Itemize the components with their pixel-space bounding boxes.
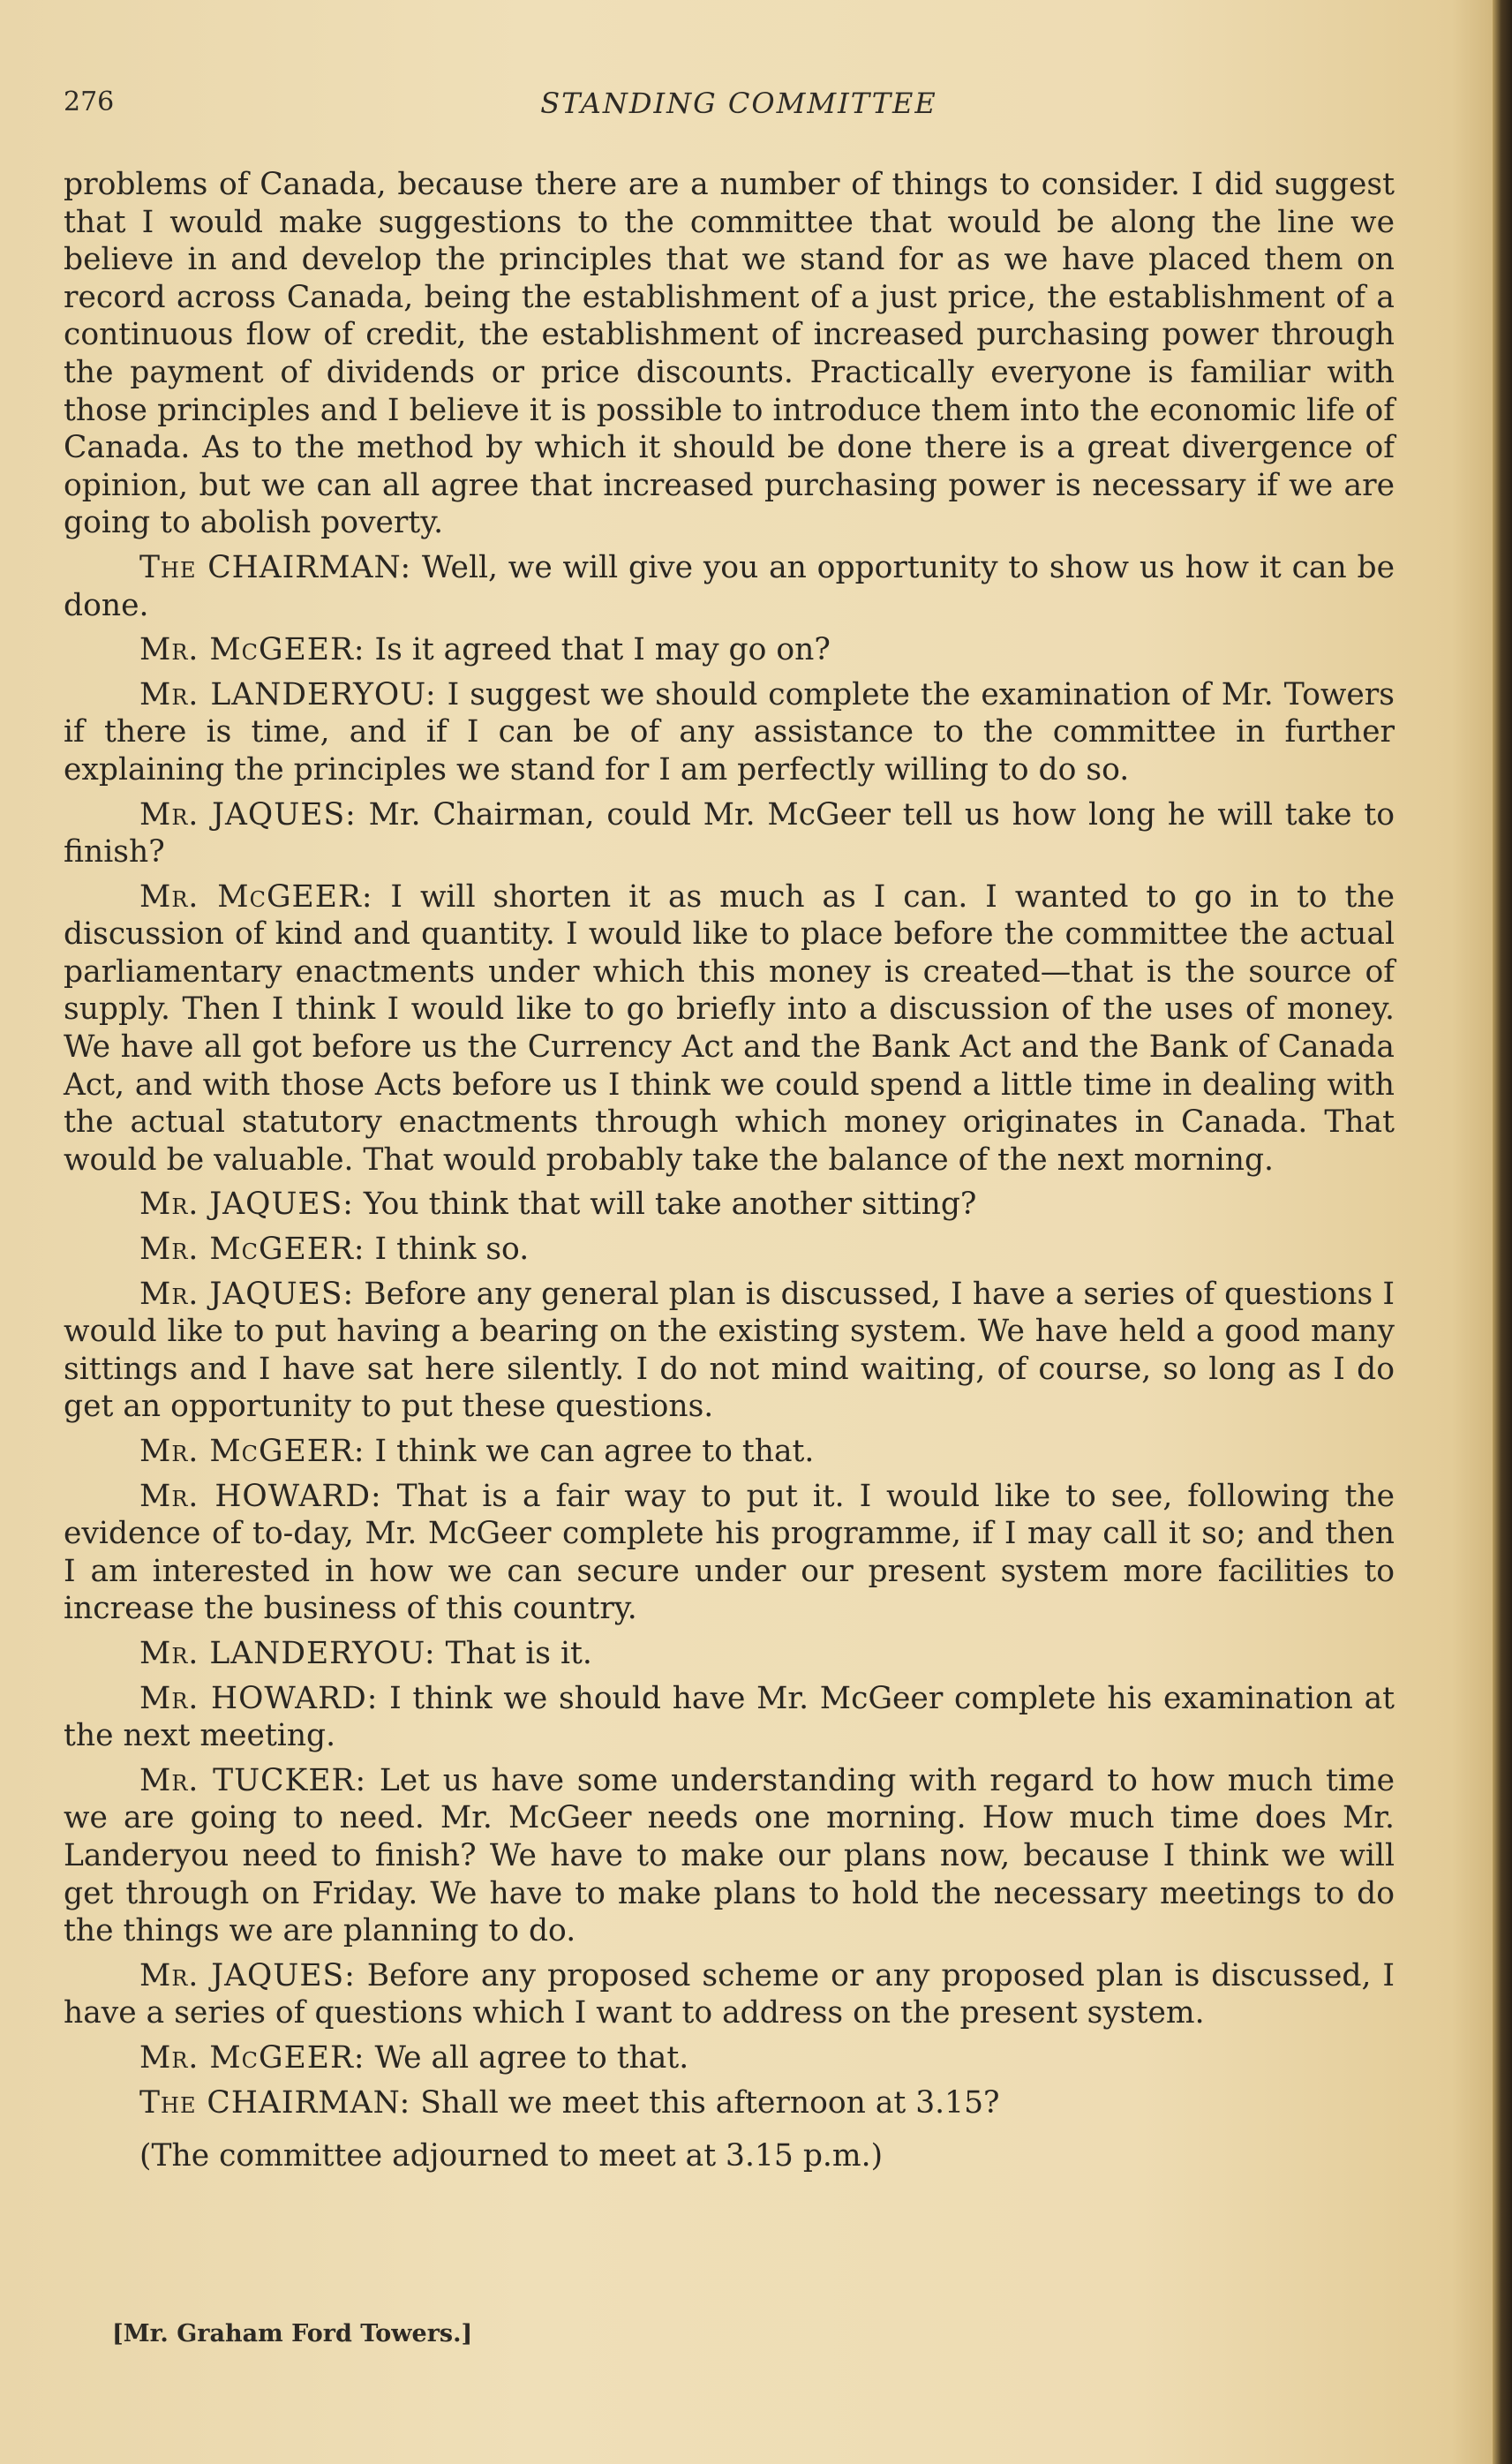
speech-text: I will shorten it as much as I can. I wanted to go in to the discussion of kind and quantity. I would like to place before the committee the actual parliamentary enactments under which this money is created—that is the source of supply. Then I think I would like to go briefly into a discussion of the uses of money. We have all got before us the Currency Act and the Bank Act and the Bank of Canada Act, and with those Acts before us I think we could spend a little time in dealing with the actual statutory enactments through which money originates in Canada. That would be valuable. That would probably take the balance of the next morning. — [64, 878, 1395, 1178]
speech-paragraph — [64, 2084, 1395, 2122]
adjournment-note — [64, 2137, 1395, 2175]
speech-text: Shall we meet this afternoon at 3.15? — [420, 2084, 1000, 2121]
speaker-name: Mr. HOWARD: — [139, 1478, 382, 1514]
running-head: STANDING COMMITTEE — [540, 87, 937, 120]
speech-text: I think we should have Mr. McGeer complete his examination at the next meeting. — [64, 1680, 1395, 1754]
speech-paragraph — [64, 676, 1395, 789]
speech-paragraph — [64, 2039, 1395, 2077]
speech-paragraph — [64, 1276, 1395, 1426]
speaker-name: Mr. LANDERYOU: — [139, 1635, 436, 1671]
speech-text: That is a fair way to put it. I would like to see, following the evidence of to-day, Mr. McGeer complete his programme, if I may call it so; and then I am interested in how we can secure under our present system more facilities to increase the business of this country. — [64, 1478, 1395, 1627]
speech-text: That is it. — [445, 1635, 592, 1671]
speech-paragraph — [64, 1762, 1395, 1950]
speech-paragraph — [64, 1635, 1395, 1673]
speech-text: I think so. — [374, 1232, 530, 1268]
page-body — [64, 166, 1395, 2182]
speaker-name: Mr. TUCKER: — [139, 1762, 367, 1798]
speech-paragraph — [64, 1680, 1395, 1755]
speech-text: Before any general plan is discussed, I have a series of questions I would like to put having a bearing on the existing system. We have held a good many sittings and I have sat here silently. I do not mind waiting, of course, so long as I do get an opportunity to put these questions. — [64, 1276, 1395, 1425]
speaker-name: Mr. JAQUES: — [139, 1276, 355, 1312]
page-number: 276 — [64, 87, 115, 117]
speaker-name: Mr. McGEER: — [139, 2039, 365, 2076]
speech-paragraph — [64, 1478, 1395, 1628]
speech-text: We all agree to that. — [374, 2039, 689, 2076]
speech-paragraph — [64, 878, 1395, 1179]
speaker-name: Mr. JAQUES: — [139, 796, 357, 833]
page-header — [64, 87, 1414, 131]
speech-text: Is it agreed that I may go on? — [374, 632, 831, 668]
speech-text: Mr. Chairman, could Mr. McGeer tell us how long he will take to finish? — [64, 796, 1395, 870]
speech-paragraph — [64, 1957, 1395, 2032]
book-binding-edge — [1493, 0, 1512, 2464]
speech-text: I think we can agree to that. — [374, 1434, 815, 1469]
speech-text: I suggest we should complete the examination of Mr. Towers if there is time, and if I can be of any assistance to the committee in further explaining the principles we stand for I am perfectly willing to do so. — [64, 676, 1395, 787]
speaker-name: Mr. McGEER: — [139, 632, 365, 668]
witness-footer: [Mr. Graham Ford Towers.] — [112, 2320, 473, 2347]
speaker-name: Mr. McGEER: — [139, 878, 373, 915]
speaker-name: Mr. McGEER: — [139, 1434, 365, 1469]
speech-paragraph — [64, 631, 1395, 669]
speech-text: You think that will take another sitting? — [363, 1187, 977, 1223]
speech-text: Well, we will give you an opportunity to show us how it can be done. — [64, 549, 1395, 623]
speaker-name: Mr. JAQUES: — [139, 1957, 356, 1993]
speaker-name: Mr. McGEER: — [139, 1232, 365, 1268]
speaker-name: The CHAIRMAN: — [139, 2084, 411, 2121]
speaker-name: Mr. JAQUES: — [139, 1187, 354, 1223]
speech-text: Let us have some understanding with regard to how much time we are going to need. Mr. McGeer needs one morning. How much time does Mr. Landeryou need to finish? We have to make our plans now, because I think we will get through on Friday. We have to make plans to hold the necessary meetings to do the things we are planning to do. — [64, 1762, 1395, 1949]
speech-paragraph — [64, 1231, 1395, 1269]
speaker-name: Mr. LANDERYOU: — [139, 676, 437, 712]
speech-paragraph — [64, 1433, 1395, 1471]
adjournment-text: (The committee adjourned to meet at 3.15 p.m.) — [139, 2138, 884, 2174]
speech-paragraph — [64, 1186, 1395, 1224]
speaker-name: The CHAIRMAN: — [139, 549, 412, 585]
paragraph-text: problems of Canada, because there are a number of things to consider. I did suggest that I would make suggestions to the committee that would be along the line we believe in and develop the principles that we stand for as we have placed them on record across Canada, being the establishment of a just price, the establishment of a continuous flow of credit, the establishment of increased purchasing power through the payment of dividends or price discounts. Practically everyone is familiar with those principles and I believe it is possible to introduce them into the economic life of Canada. As to the method by which it should be done there is a great divergence of opinion, but we can all agree that increased purchasing power is necessary if we are going to abolish poverty. — [64, 167, 1395, 541]
speech-text: Before any proposed scheme or any proposed plan is discussed, I have a series of questions which I want to address on the present system. — [64, 1957, 1395, 2031]
speech-paragraph — [64, 796, 1395, 871]
speaker-name: Mr. HOWARD: — [139, 1680, 379, 1716]
paragraph-continuation — [64, 166, 1395, 542]
speech-paragraph — [64, 549, 1395, 624]
